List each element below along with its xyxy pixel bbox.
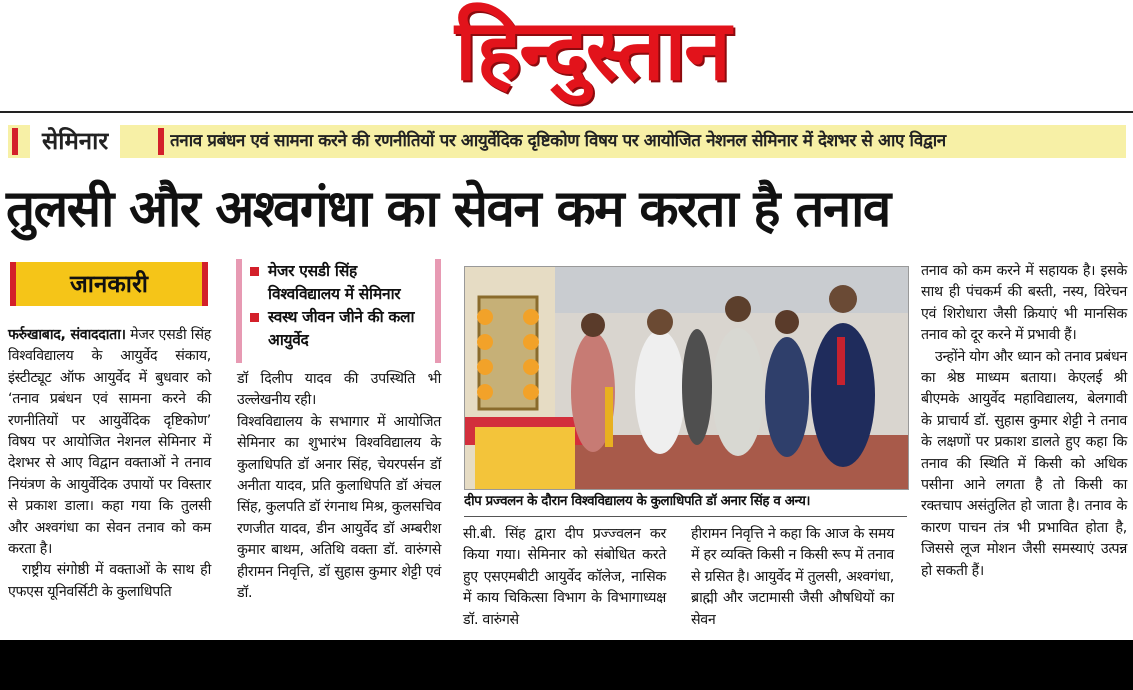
- masthead-rule: [0, 111, 1133, 113]
- highlight-text: मेजर एसडी सिंह विश्वविद्यालय में सेमिनार: [268, 262, 401, 303]
- paragraph: उन्होंने योग और ध्यान को तनाव प्रबंधन का श्रेष्ठ माध्यम बताया। केएलई श्री बीएमके आयुर्वेद महाविद्यालय, बेलगावी के प्राचार्य डॉ. सुहास कुमार शेट्टी ने तनाव के लक्षणों पर प्रकाश डालते हुए कहा कि तनाव की स्थिति में किसी को अधिक पसीना आने लगता है तो किसी का रक्तचाप असंतुलित हो जाता है। तनाव के कारण पाचन तंत्र भी प्रभावित होता है, जिससे लूज मोशन जैसी समस्याएं उत्पन्न हो सकती हैं।: [921, 348, 1127, 579]
- strapline: तनाव प्रबंधन एवं सामना करने की रणनीतियों पर आयुर्वेदिक दृष्टिकोण विषय पर आयोजित नेशनल सेमिनार में देशभर से आए विद्वान: [170, 131, 946, 151]
- paragraph: डॉ दिलीप यादव की उपस्थिति भी उल्लेखनीय रही।: [237, 371, 441, 409]
- paragraph: सी.बी. सिंह द्वारा दीप प्रज्ज्वलन कर किया गया। सेमिनार को संबोधित करते हुए एसएमबीटी आयुर्वेद कॉलेज, नासिक में काय चिकित्सा विभाग के विभागाध्यक्ष डॉ. वारुंगसे: [463, 526, 666, 628]
- paragraph: तनाव को कम करने में सहायक है। इसके साथ ही पंचकर्म की बस्ती, नस्य, विरेचन एवं शिरोधारा जैसी क्रियाएं भी मानसिक तनाव को दूर करने में प्रभावी हैं।: [921, 263, 1127, 344]
- highlight-item: [250, 306, 427, 352]
- highlight-text: स्वस्थ जीवन जीने की कला आयुर्वेद: [268, 308, 415, 349]
- section-tag: सेमिनार: [30, 124, 120, 158]
- highlight-item: [250, 260, 427, 306]
- article-column-4: [691, 524, 894, 631]
- paragraph: हीरामन निवृत्ति ने कहा कि आज के समय में हर व्यक्ति किसी न किसी रूप में तनाव से ग्रसित है। आयुर्वेद में तुलसी, अश्वगंधा, ब्राह्मी और जटामासी जैसी औषधियों का सेवन: [691, 526, 894, 628]
- caption-rule: [464, 516, 907, 517]
- article-column-5: [921, 261, 1127, 582]
- event-photo: [464, 266, 909, 490]
- bullet-square-icon: [250, 313, 259, 322]
- headline: तुलसी और अश्वगंधा का सेवन कम करता है तनाव: [6, 180, 890, 239]
- newspaper-masthead: हिन्दुस्तान: [455, 1, 729, 99]
- paragraph: राष्ट्रीय संगोष्ठी में वक्ताओं के साथ ही एफएस यूनिवर्सिटी के कुलाधिपति: [8, 562, 211, 600]
- section-tag-accent: [12, 128, 18, 155]
- byline: फर्रुखाबाद, संवाददाता।: [8, 327, 126, 343]
- photo-caption: दीप प्रज्वलन के दौरान विश्वविद्यालय के कुलाधिपति डॉ अनार सिंह व अन्य।: [464, 494, 811, 509]
- strapline-accent: [158, 128, 164, 155]
- highlights-box: [236, 259, 441, 363]
- article-column-1: [8, 325, 211, 603]
- paragraph: विश्वविद्यालय के सभागार में आयोजित सेमिनार का शुभारंभ विश्वविद्यालय के कुलाधिपति डॉ अनार सिंह, चेयरपर्सन डॉ अनीता यादव, प्रति कुलाधिपति डॉ अंचल सिंह, कुलपति डॉ रंगनाथ मिश्र, कुलसचिव रणजीत यादव, डीन आयुर्वेद डॉ अम्बरीश कुमार बाथम, अतिथि वक्ता डॉ. वारुंगसे हीरामन निवृत्ति, डॉ सुहास कुमार शेट्टी एवं डॉ.: [237, 413, 441, 602]
- article-column-2: [237, 369, 441, 604]
- article-column-3: [463, 524, 666, 631]
- bullet-square-icon: [250, 267, 259, 276]
- info-label: जानकारी: [69, 270, 149, 298]
- lead-paragraph: मेजर एसडी सिंह विश्वविद्यालय के आयुर्वेद संकाय, इंस्टीट्यूट ऑफ आयुर्वेद में बुधवार को ‘तनाव प्रबंधन एवं सामना करने की रणनीतियों पर आयुर्वेदिक दृष्टिकोण’ विषय पर आयोजित नेशनल सेमिनार में देशभर से आए विद्वान वक्ताओं ने तनाव नियंत्रण के आयुर्वेदिक उपायों पर विस्तार से प्रकाश डाला। कहा गया कि तुलसी और अश्वगंधा का सेवन तनाव को कम करता है।: [8, 327, 211, 558]
- info-box: [10, 262, 208, 306]
